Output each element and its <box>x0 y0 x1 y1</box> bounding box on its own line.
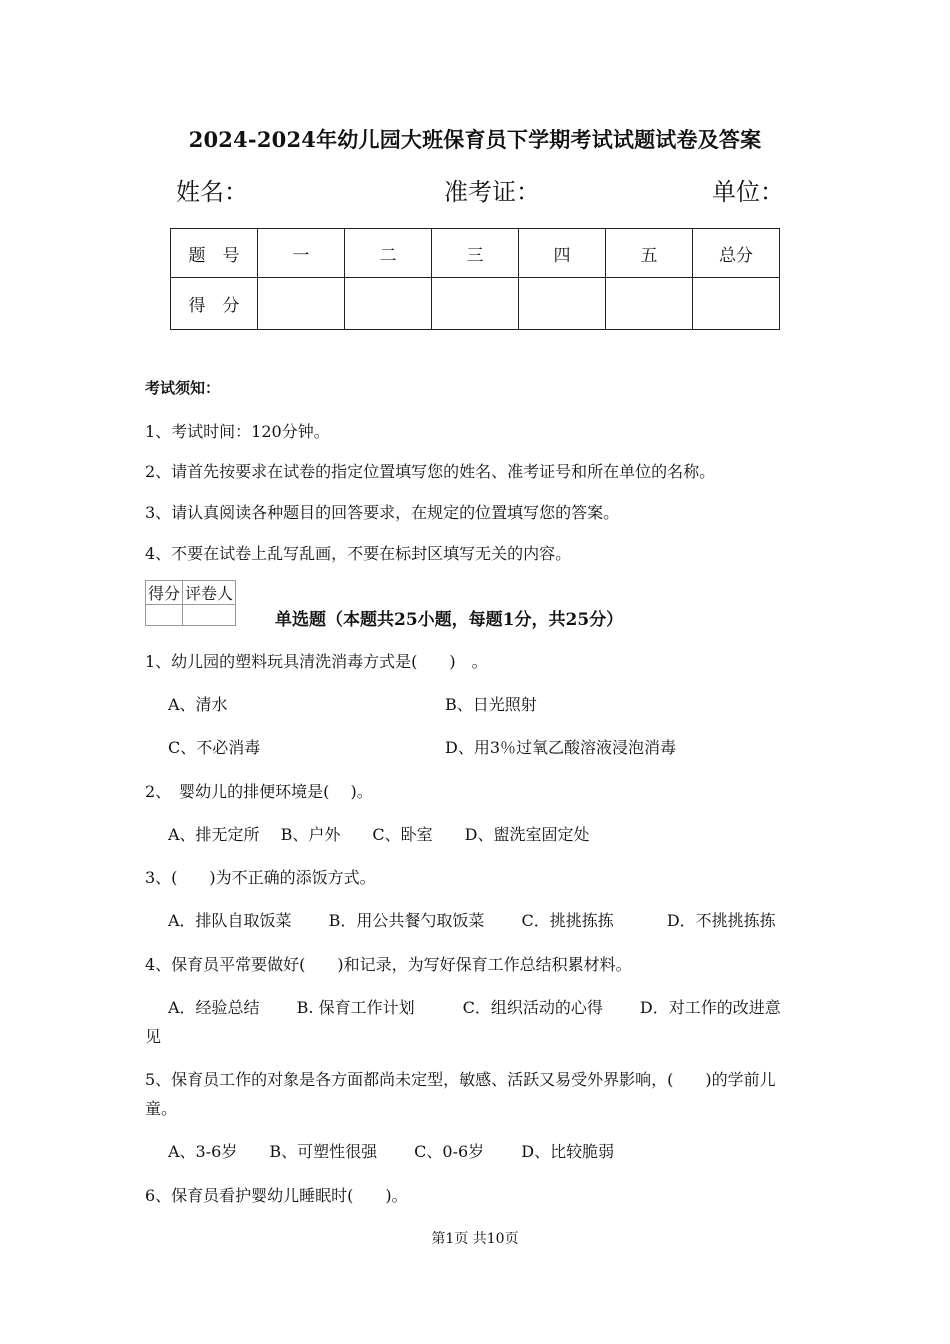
notice-heading: 考试须知： <box>145 379 221 397</box>
score-table-score-row <box>171 278 780 330</box>
question-1-option-c[interactable]: C、不必消毒 <box>168 738 261 757</box>
grader-score-cell[interactable] <box>146 605 183 626</box>
score-table-header-row <box>171 229 780 278</box>
question-5-stem-continued: 童。 <box>145 1099 178 1118</box>
score-cell[interactable] <box>606 278 693 330</box>
question-4-options[interactable]: A．经验总结 B. 保育工作计划 C．组织活动的心得 D．对工作的改进意 <box>168 998 781 1017</box>
score-header-cell: 二 <box>345 229 432 278</box>
score-row-label: 得 分 <box>171 278 258 330</box>
question-1-stem: 1、幼儿园的塑料玩具清洗消毒方式是( ) 。 <box>145 652 488 671</box>
score-header-cell: 五 <box>606 229 693 278</box>
score-cell[interactable] <box>519 278 606 330</box>
notice-item: 4、不要在试卷上乱写乱画，不要在标封区填写无关的内容。 <box>145 544 572 563</box>
score-cell[interactable] <box>432 278 519 330</box>
exam-number-field-label: 准考证： <box>444 178 540 206</box>
question-1-option-d[interactable]: D、用3％过氧乙酸溶液浸泡消毒 <box>445 738 677 757</box>
question-5-options[interactable]: A、3-6岁 B、可塑性很强 C、0-6岁 D、比较脆弱 <box>168 1142 615 1161</box>
notice-item: 2、请首先按要求在试卷的指定位置填写您的姓名、准考证号和所在单位的名称。 <box>145 462 716 481</box>
grader-table <box>145 580 236 626</box>
score-header-cell: 四 <box>519 229 606 278</box>
score-cell[interactable] <box>258 278 345 330</box>
unit-field-label: 单位： <box>712 178 784 206</box>
page-footer: 第1页 共10页 <box>431 1231 519 1247</box>
score-cell[interactable] <box>345 278 432 330</box>
page-title: 2024-2024年幼儿园大班保育员下学期考试试题试卷及答案 <box>188 127 762 152</box>
score-header-cell: 三 <box>432 229 519 278</box>
question-4-options-continued: 见 <box>145 1027 162 1046</box>
score-header-cell: 题 号 <box>171 229 258 278</box>
question-6-stem: 6、保育员看护婴幼儿睡眠时( )。 <box>145 1186 408 1205</box>
score-cell[interactable] <box>693 278 780 330</box>
question-1-option-b[interactable]: B、日光照射 <box>445 695 537 714</box>
question-2-stem: 2、 婴幼儿的排便环境是( )。 <box>145 782 373 801</box>
question-3-options[interactable]: A．排队自取饭菜 B．用公共餐勺取饭菜 C．挑挑拣拣 D．不挑挑拣拣 <box>168 911 776 930</box>
question-4-stem: 4、保育员平常要做好( )和记录，为写好保育工作总结积累材料。 <box>145 955 632 974</box>
name-field-label: 姓名： <box>176 178 248 206</box>
notice-item: 1、考试时间：120分钟。 <box>145 422 330 441</box>
grader-label: 评卷人 <box>183 581 236 605</box>
notice-item: 3、请认真阅读各种题目的回答要求，在规定的位置填写您的答案。 <box>145 503 620 522</box>
section-title: 单选题（本题共25小题，每题1分，共25分） <box>275 610 624 630</box>
score-table <box>170 228 780 330</box>
grader-score-label: 得分 <box>146 581 183 605</box>
question-5-stem: 5、保育员工作的对象是各方面都尚未定型，敏感、活跃又易受外界影响，( )的学前儿 <box>145 1070 776 1089</box>
question-3-stem: 3、( )为不正确的添饭方式。 <box>145 868 376 887</box>
score-header-cell: 总分 <box>693 229 780 278</box>
question-2-options[interactable]: A、排无定所 B、户外 C、卧室 D、盥洗室固定处 <box>168 825 590 844</box>
question-1-option-a[interactable]: A、清水 <box>168 695 228 714</box>
score-header-cell: 一 <box>258 229 345 278</box>
grader-name-cell[interactable] <box>183 605 236 626</box>
